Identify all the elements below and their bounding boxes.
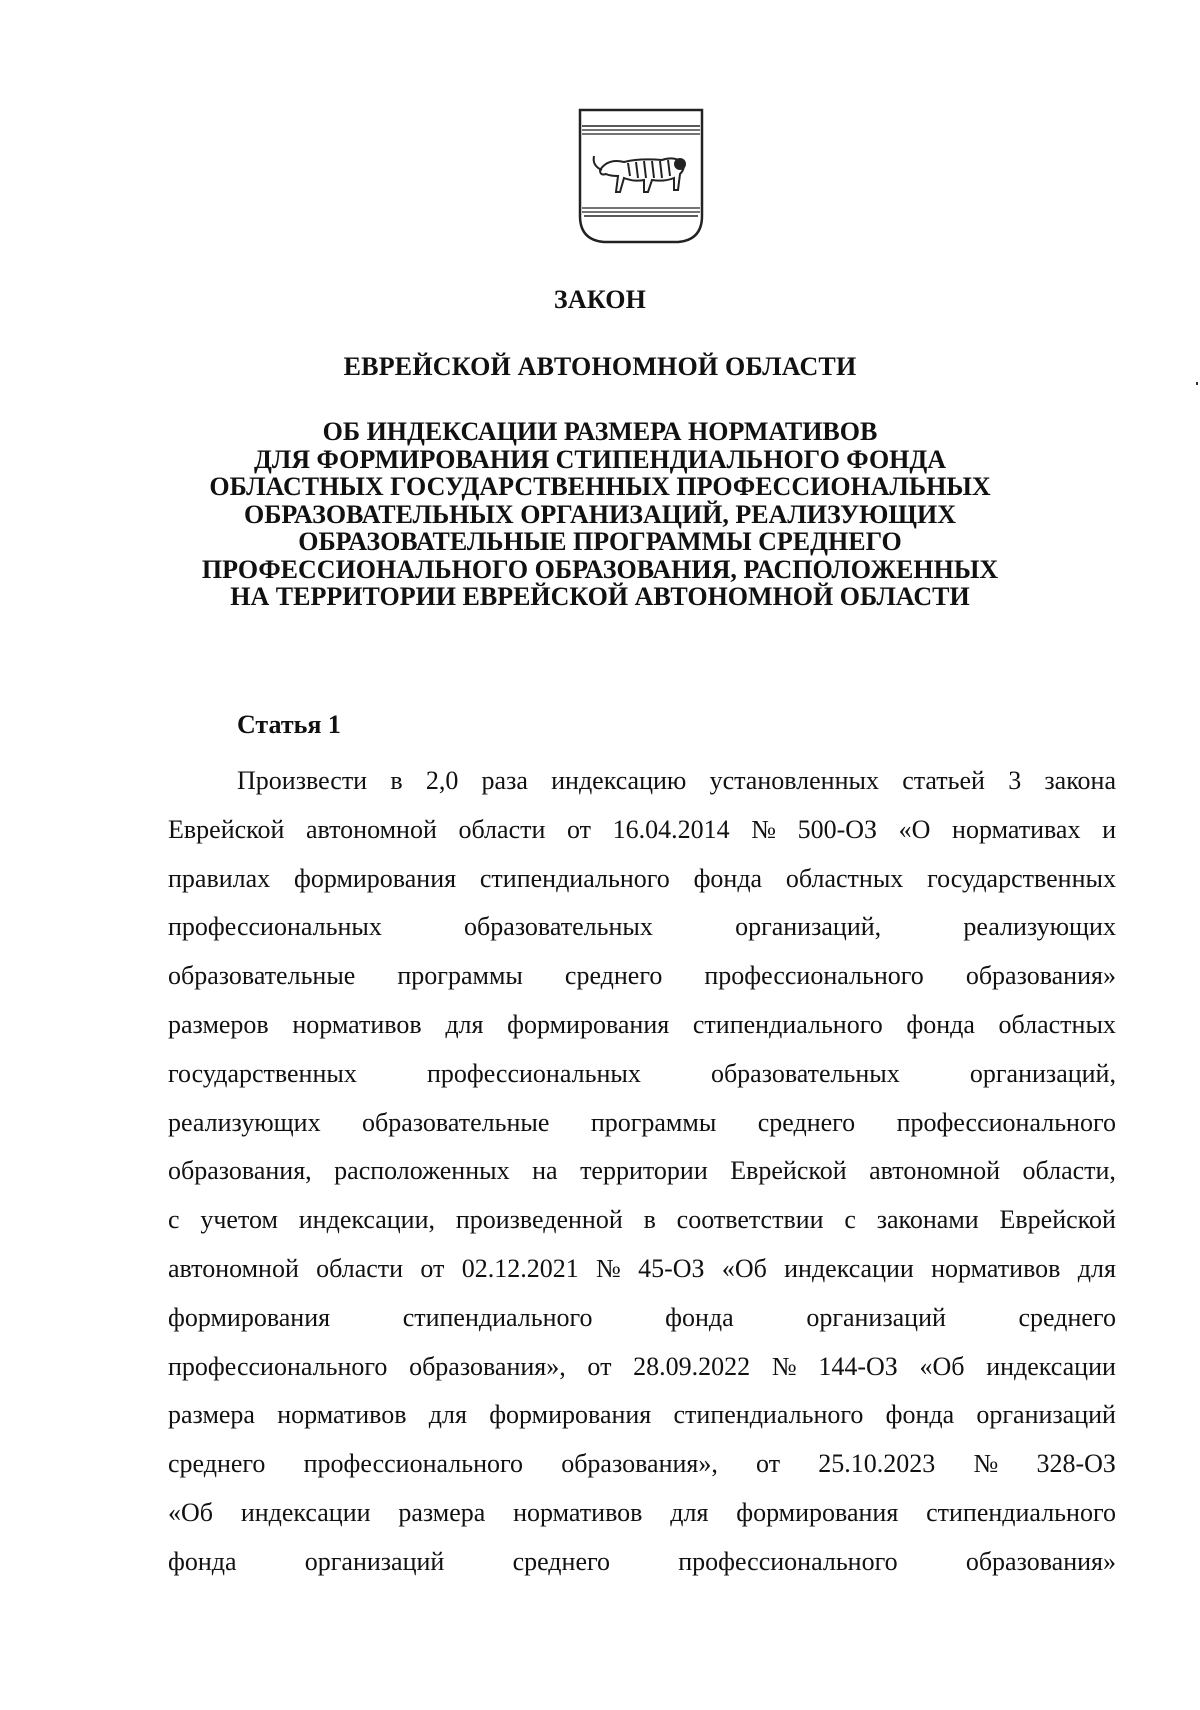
body-word: «Об <box>721 1253 767 1283</box>
body-word: Еврейской <box>730 1156 847 1186</box>
body-word: от <box>566 814 592 844</box>
body-word: с <box>844 1205 856 1235</box>
body-word: организаций, <box>735 912 882 942</box>
body-word: организаций <box>304 1546 445 1576</box>
region-title: ЕВРЕЙСКОЙ АВТОНОМНОЙ ОБЛАСТИ <box>343 352 857 381</box>
body-line <box>168 1245 1116 1294</box>
body-word: фонда <box>693 863 763 893</box>
heading-line: ОБ ИНДЕКСАЦИИ РАЗМЕРА НОРМАТИВОВ <box>322 417 878 446</box>
body-word: № <box>595 1253 621 1283</box>
body-word: Еврейской <box>999 1205 1116 1235</box>
body-word: профессионального <box>896 1107 1116 1137</box>
body-word: реализующих <box>963 912 1116 942</box>
coat-of-arms-icon <box>578 108 704 248</box>
body-word: 25.10.2023 <box>818 1449 936 1479</box>
body-word: нормативов <box>513 1497 643 1527</box>
body-word: среднего <box>512 1546 610 1576</box>
document-title: ЗАКОН <box>553 285 647 314</box>
body-word: профессионального <box>303 1449 524 1479</box>
heading-line: ПРОФЕССИОНАЛЬНОГО ОБРАЗОВАНИЯ, РАСПОЛОЖЕННЫХ <box>201 554 999 584</box>
body-word: образования», <box>561 1449 718 1479</box>
body-word: образовательных <box>710 1058 900 1088</box>
body-word: стипендиального <box>926 1497 1116 1527</box>
body-word: от <box>420 1253 445 1283</box>
heading-line: ОБРАЗОВАТЕЛЬНЫЕ ПРОГРАММЫ СРЕДНЕГО <box>298 527 902 556</box>
body-word: нормативов <box>277 1400 407 1430</box>
body-word: индексации <box>986 1351 1116 1381</box>
body-word: нормативов <box>292 1009 422 1039</box>
body-word: фонда <box>665 1302 734 1332</box>
body-word: организаций <box>976 1400 1116 1430</box>
body-word: 144-ОЗ <box>818 1351 898 1381</box>
body-word: 45-ОЗ <box>638 1253 705 1283</box>
body-word: в <box>643 1205 656 1235</box>
body-word: в <box>390 766 403 795</box>
body-word: соответствии <box>676 1205 824 1235</box>
body-word: областных <box>785 863 904 893</box>
body-word: фонда <box>168 1546 237 1576</box>
body-word: областных <box>998 1009 1116 1039</box>
body-line <box>168 1147 1116 1196</box>
body-word: размера <box>168 1400 255 1430</box>
body-word: формирования <box>736 1497 899 1527</box>
body-word: 3 <box>1008 766 1022 795</box>
body-word: образовательные <box>362 1107 550 1137</box>
body-word: № <box>751 814 777 844</box>
body-line <box>168 1050 1116 1099</box>
body-word: «Об <box>168 1497 214 1527</box>
body-word: организаций, <box>969 1058 1116 1088</box>
body-word: области <box>316 1253 404 1283</box>
body-word: от <box>587 1351 612 1381</box>
body-line <box>168 952 1116 1001</box>
body-word: среднего <box>564 961 663 991</box>
body-word: автономной <box>305 814 437 844</box>
body-word: среднего <box>757 1107 856 1137</box>
body-line <box>168 1294 1116 1343</box>
body-word: формирования <box>489 1400 652 1430</box>
body-line <box>168 1538 1116 1587</box>
body-word: 28.09.2022 <box>633 1351 751 1381</box>
body-word: индексации <box>240 1497 371 1527</box>
body-word: № <box>771 1351 797 1381</box>
body-word: фонда <box>885 1400 955 1430</box>
body-word: программы <box>397 961 523 991</box>
body-word: области, <box>1022 1156 1116 1186</box>
body-word: на <box>532 1156 558 1186</box>
body-word: образования», <box>409 1351 566 1381</box>
body-word: формирования <box>168 1302 331 1332</box>
body-word: с <box>168 1205 180 1235</box>
heading-line: ОБЛАСТНЫХ ГОСУДАРСТВЕННЫХ ПРОФЕССИОНАЛЬНЫХ <box>209 472 991 501</box>
body-word: образовательные <box>168 961 356 991</box>
body-word: и <box>1102 814 1116 844</box>
body-word: среднего <box>168 1449 266 1479</box>
body-word: фонда <box>906 1009 975 1039</box>
body-word: размеров <box>168 1009 269 1039</box>
body-word: среднего <box>1018 1302 1116 1332</box>
body-word: стипендиального <box>479 863 670 893</box>
body-word: «О <box>898 814 931 844</box>
body-word: размера <box>398 1497 486 1527</box>
body-word: нормативах <box>952 814 1081 844</box>
body-word: нормативов <box>931 1253 1061 1283</box>
body-word: статьей <box>902 766 985 795</box>
body-line <box>168 1099 1116 1148</box>
body-word: 500-ОЗ <box>797 814 878 844</box>
body-line <box>168 1440 1116 1489</box>
body-word: стипендиального <box>673 1400 864 1430</box>
body-word: автономной <box>869 1156 1001 1186</box>
body-word: Еврейской <box>168 814 285 844</box>
body-line <box>168 855 1116 904</box>
body-word: профессионального <box>168 1351 388 1381</box>
body-line <box>168 1489 1116 1538</box>
body-line <box>168 757 1116 806</box>
body-word: государственных <box>168 1058 357 1088</box>
body-word: раза <box>481 766 528 795</box>
body-word: индексацию <box>551 766 687 795</box>
body-word: области <box>458 814 546 844</box>
body-word: для <box>670 1497 709 1527</box>
body-word: стипендиального <box>402 1302 593 1332</box>
body-word: «Об <box>919 1351 965 1381</box>
body-line <box>168 1343 1116 1392</box>
body-word: 16.04.2014 <box>612 814 730 844</box>
body-word: Произвести <box>237 766 368 795</box>
body-word: программы <box>590 1107 717 1137</box>
body-word: образования» <box>965 961 1116 991</box>
body-word: № <box>973 1449 999 1479</box>
body-word: учетом <box>200 1205 278 1235</box>
law-heading <box>150 418 1050 611</box>
body-word: закона <box>1044 766 1116 795</box>
body-line <box>168 903 1116 952</box>
article-title: Статья 1 <box>237 710 341 739</box>
body-word: профессионального <box>678 1546 898 1576</box>
body-word: формирования <box>507 1009 670 1039</box>
body-word: образовательных <box>464 912 653 942</box>
body-line <box>168 1196 1116 1245</box>
body-word: установленных <box>709 766 879 795</box>
body-word: 328-ОЗ <box>1036 1449 1116 1479</box>
body-word: образования, <box>168 1156 312 1186</box>
body-word: государственных <box>927 863 1116 893</box>
body-line <box>168 1391 1116 1440</box>
body-word: правилах <box>168 863 271 893</box>
heading-line: ОБРАЗОВАТЕЛЬНЫХ ОРГАНИЗАЦИЙ, РЕАЛИЗУЮЩИХ <box>244 499 956 529</box>
body-word: 2,0 <box>425 766 459 795</box>
body-word: законами <box>876 1205 979 1235</box>
body-word: организаций <box>806 1302 946 1332</box>
body-word: для <box>1077 1253 1116 1283</box>
body-word: стипендиального <box>692 1009 883 1039</box>
body-word: реализующих <box>168 1107 321 1137</box>
body-word: 02.12.2021 <box>461 1253 579 1283</box>
body-word: от <box>756 1449 781 1479</box>
body-word: территории <box>580 1156 708 1186</box>
body-word: индексации, <box>298 1205 435 1235</box>
heading-line: ДЛЯ ФОРМИРОВАНИЯ СТИПЕНДИАЛЬНОГО ФОНДА <box>253 444 947 474</box>
heading-line: НА ТЕРРИТОРИИ ЕВРЕЙСКОЙ АВТОНОМНОЙ ОБЛАСТИ <box>230 582 970 611</box>
body-word: расположенных <box>334 1156 510 1186</box>
body-word: образования» <box>965 1546 1116 1576</box>
body-word: произведенной <box>455 1205 623 1235</box>
body-word: для <box>428 1400 467 1430</box>
body-word: профессиональных <box>426 1058 641 1088</box>
body-word: для <box>445 1009 484 1039</box>
body-word: индексации <box>784 1253 914 1283</box>
body-word: профессиональных <box>168 912 382 942</box>
body-word: профессионального <box>704 961 924 991</box>
article-body <box>168 757 1116 1587</box>
body-word: формирования <box>293 863 457 893</box>
body-word: автономной <box>168 1253 299 1283</box>
margin-mark <box>1196 382 1198 385</box>
body-line <box>168 806 1116 855</box>
body-line <box>168 1001 1116 1050</box>
